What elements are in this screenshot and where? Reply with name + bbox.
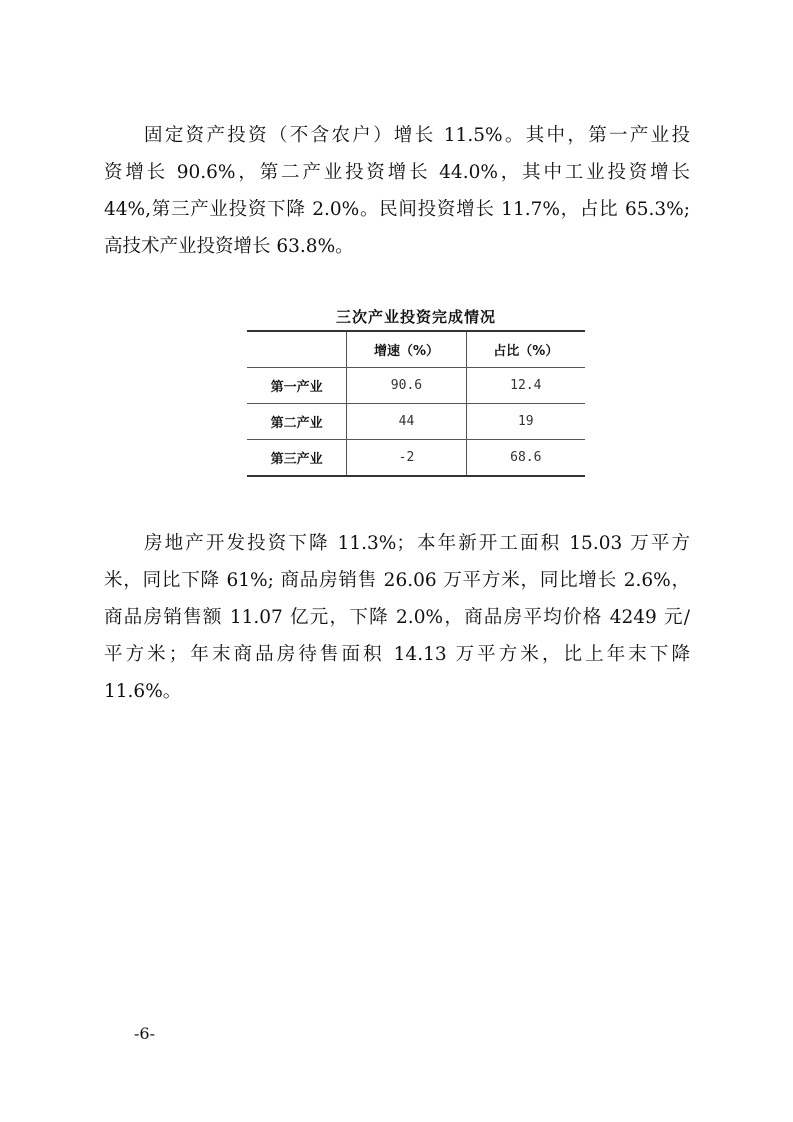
paragraph-line: 高技术产业投资增长 63.8%。 [104,236,354,257]
share-cell: 68.6 [466,440,585,477]
paragraph-line: 房地产开发投资下降 11.3%；本年新开工面积 15.03 万平方 [144,533,690,554]
paragraph-line: 资增长 90.6%，第二产业投资增长 44.0%，其中工业投资增长 [104,162,690,183]
growth-cell: -2 [347,440,466,477]
paragraph-line: 平方米；年末商品房待售面积 14.13 万平方米，比上年末下降 [104,644,690,665]
share-cell: 12.4 [466,368,585,404]
row-label: 第一产业 [270,380,323,395]
paragraph-real-estate [104,525,690,710]
industry-investment-table [247,304,585,477]
paragraph-line: 商品房销售额 11.07 亿元，下降 2.0%，商品房平均价格 4249 元/ [104,607,690,628]
header-cell-growth: 增速（%） [347,331,466,368]
paragraph-fixed-asset-investment [104,117,690,265]
paragraph-line: 米，同比下降 61%; 商品房销售 26.06 万平方米，同比增长 2.6%， [104,570,690,591]
page-number: -6- [134,1024,155,1043]
paragraph-line: 44%,第三产业投资下降 2.0%。民间投资增长 11.7%，占比 65.3%; [104,199,690,220]
growth-cell: 90.6 [347,368,466,404]
share-cell: 19 [466,404,585,440]
data-table [247,330,585,477]
table-header-row [247,331,585,368]
paragraph-line: 固定资产投资（不含农户）增长 11.5%。其中，第一产业投 [144,125,690,146]
table-row [247,368,585,404]
paragraph-line: 11.6%。 [104,681,182,702]
row-label: 第三产业 [270,452,323,467]
table-title: 三次产业投资完成情况 [335,308,496,326]
table-row [247,404,585,440]
row-label: 第二产业 [270,416,323,431]
header-cell-empty [247,331,347,368]
growth-cell: 44 [347,404,466,440]
header-cell-share: 占比（%） [466,331,585,368]
table-row [247,440,585,477]
